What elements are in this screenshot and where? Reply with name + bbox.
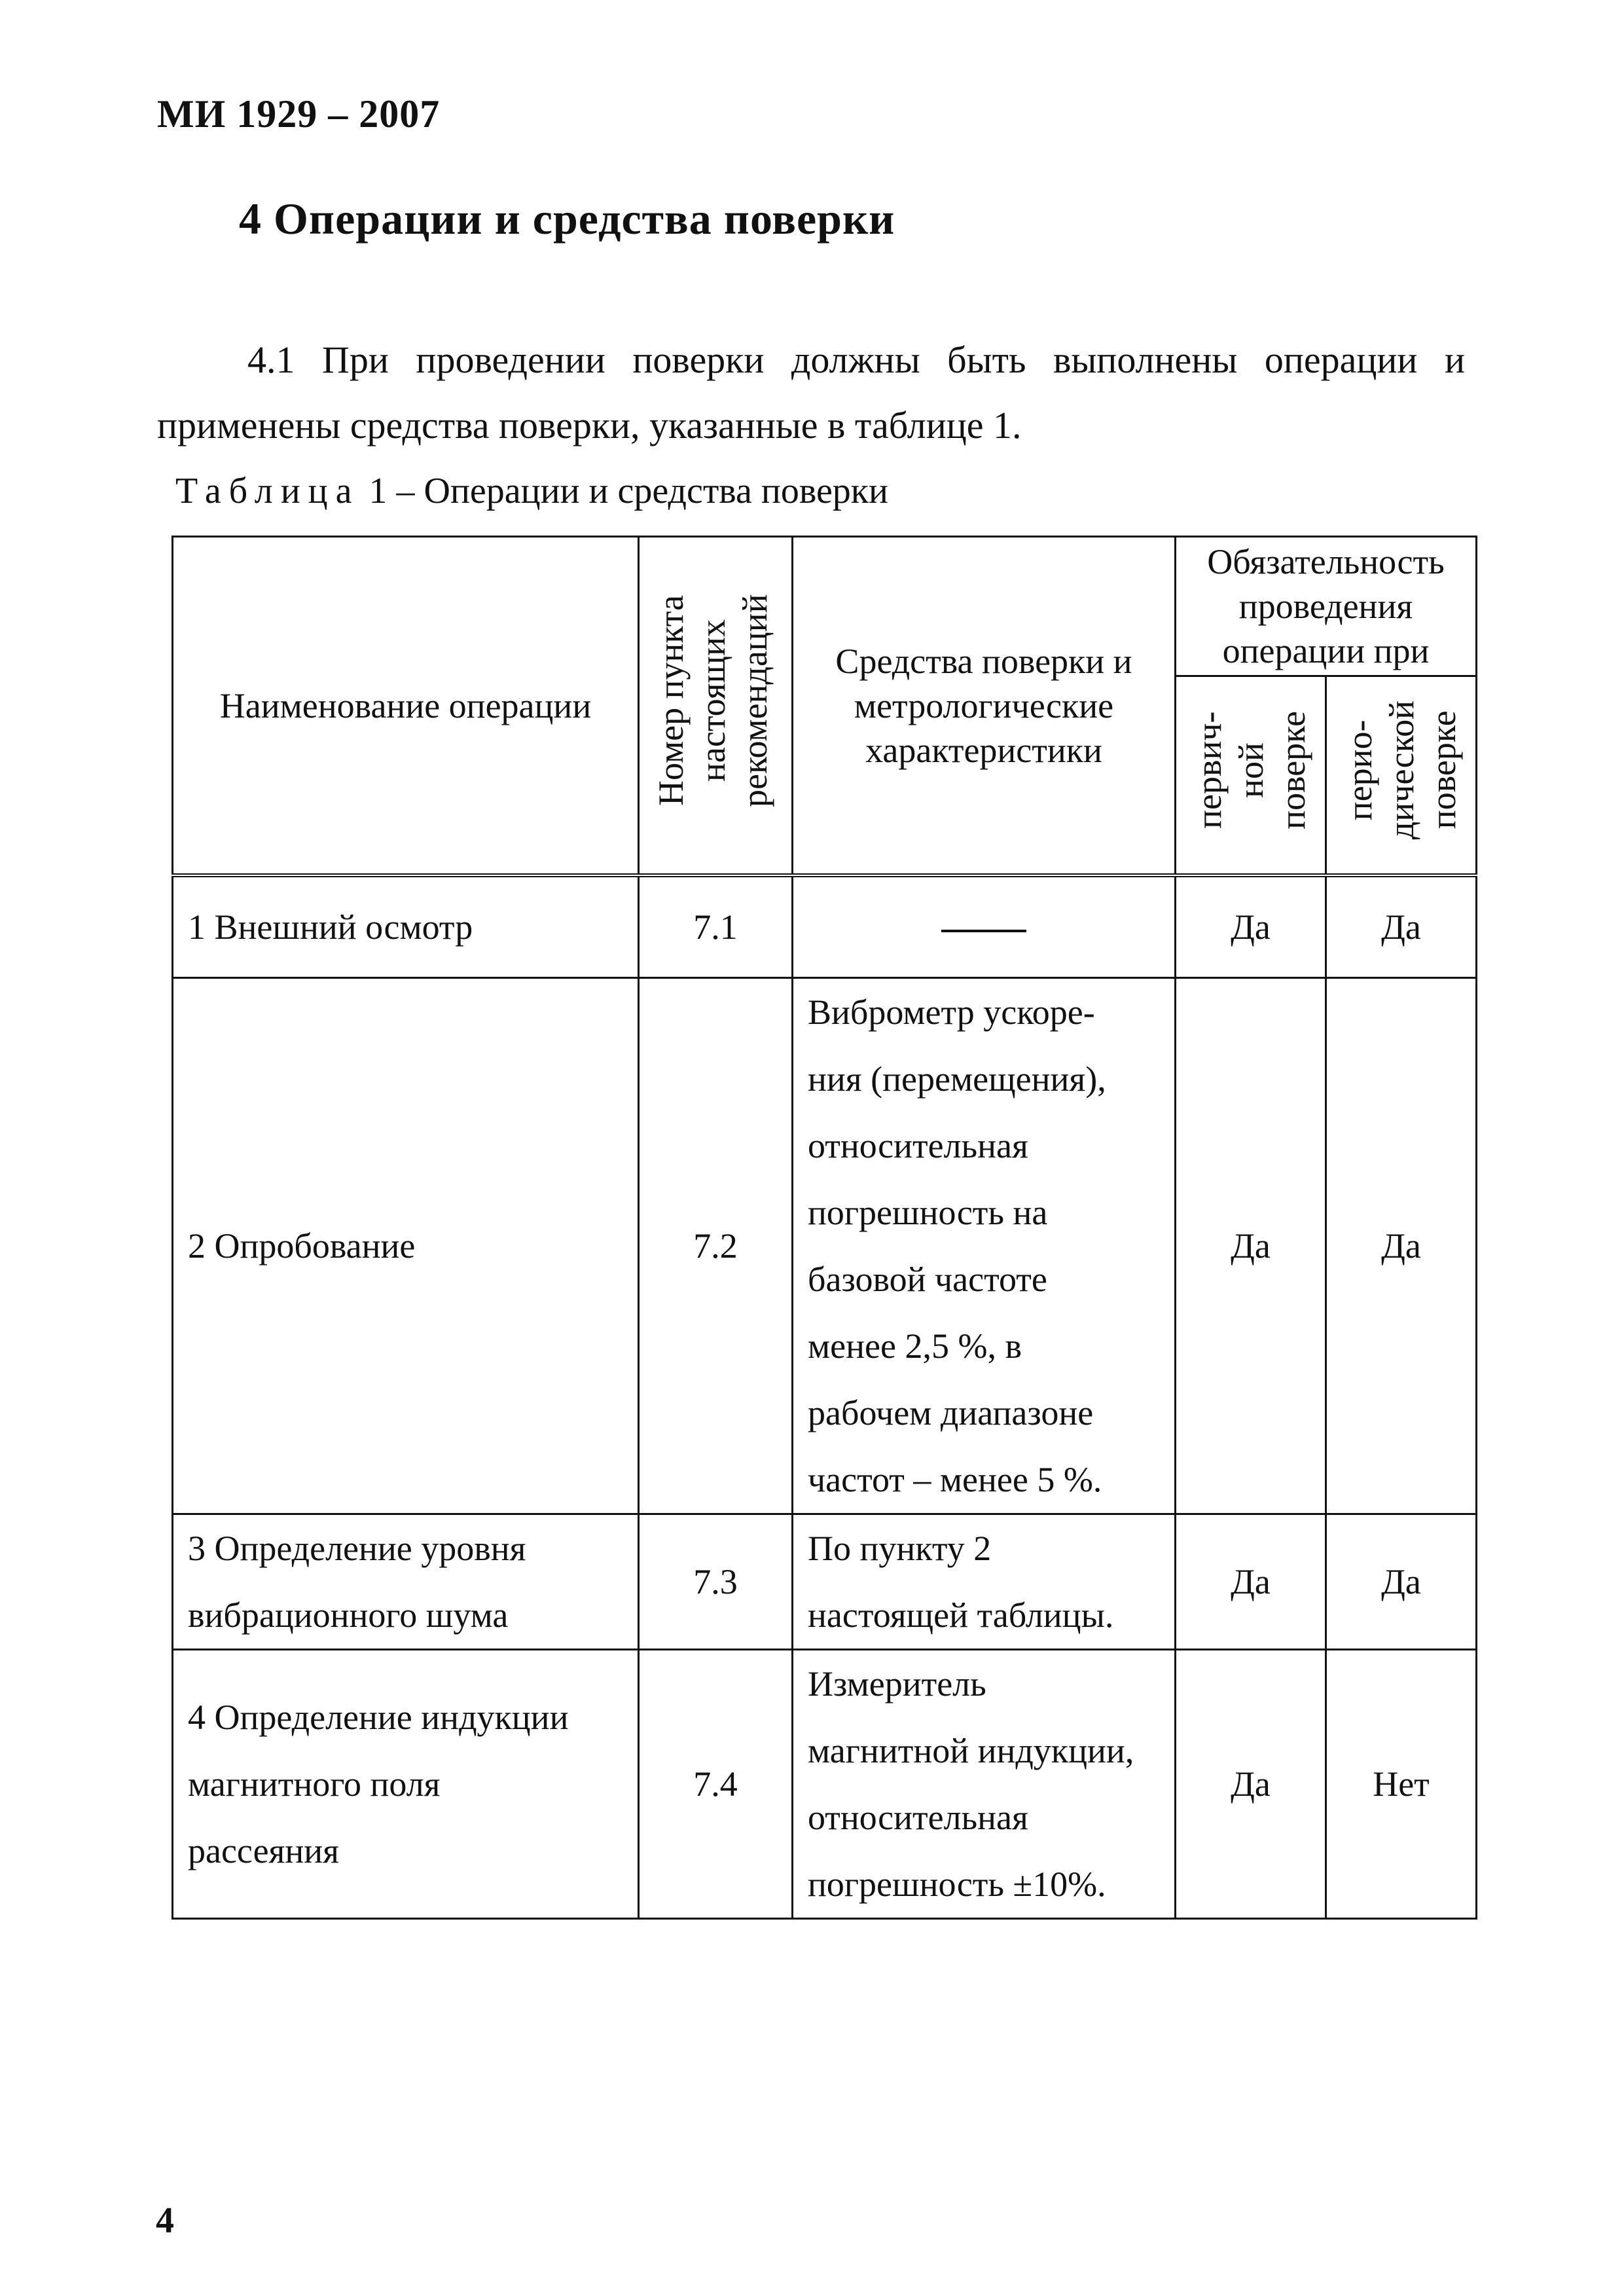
operation-name-line: вибрационного шума <box>188 1595 509 1635</box>
table-caption-text: 1 – Операции и средства поверки <box>359 471 888 511</box>
header-clause-number <box>639 537 793 876</box>
header-primary <box>1176 676 1326 876</box>
paragraph-line-1: 4.1 При проведении поверки должны быть выполнены операции и <box>247 338 1465 381</box>
operation-name-cell <box>173 1514 639 1650</box>
means-cell <box>793 1650 1176 1919</box>
header-primary-text <box>1188 711 1314 829</box>
means-line: базовой частоте <box>808 1260 1047 1299</box>
document-code: МИ 1929 – 2007 <box>157 92 441 136</box>
primary-verification-value: Да <box>1176 1514 1326 1650</box>
operation-name-line: рассеяния <box>188 1831 340 1870</box>
header-periodic-line: перио- <box>1339 720 1379 820</box>
operation-name-line: 4 Определение индукции <box>188 1698 569 1737</box>
table-row <box>173 1650 1477 1919</box>
means-line: магнитной индукции, <box>808 1731 1134 1770</box>
primary-verification-value: Да <box>1176 1650 1326 1919</box>
dash-placeholder <box>941 930 1026 932</box>
header-periodic-line: дической <box>1381 700 1421 840</box>
section-title: 4 Операции и средства поверки <box>239 194 895 244</box>
table-row <box>173 875 1477 978</box>
periodic-verification-value: Да <box>1326 978 1477 1514</box>
means-cell <box>793 1514 1176 1650</box>
header-mandatory: Обязательность проведения операции при <box>1176 537 1477 676</box>
header-primary-line: первич- <box>1189 711 1229 829</box>
means-line: погрешность ±10%. <box>808 1865 1106 1904</box>
primary-verification-value: Да <box>1176 978 1326 1514</box>
table-caption-word: Таблица <box>175 471 360 511</box>
operations-table <box>171 536 1477 1920</box>
means-line: частот – менее 5 %. <box>808 1460 1102 1499</box>
clause-number: 7.2 <box>639 978 793 1514</box>
operation-name-cell <box>173 875 639 978</box>
header-periodic-text <box>1339 701 1464 839</box>
page-number: 4 <box>156 2200 174 2241</box>
means-line: погрешность на <box>808 1193 1048 1232</box>
header-periodic-line: поверке <box>1423 710 1463 829</box>
periodic-verification-value: Нет <box>1326 1650 1477 1919</box>
operation-name: 1 Внешний осмотр <box>188 907 473 947</box>
means-line: рабочем диапазоне <box>808 1393 1094 1432</box>
table-row <box>173 1514 1477 1650</box>
header-operation: Наименование операции <box>173 537 639 876</box>
means-line: менее 2,5 %, в <box>808 1326 1022 1366</box>
header-means: Средства поверки и метрологические характеристики <box>793 537 1176 876</box>
clause-number: 7.3 <box>639 1514 793 1650</box>
periodic-verification-value: Да <box>1326 875 1477 978</box>
means-line: Измеритель <box>808 1664 986 1704</box>
primary-verification-value: Да <box>1176 875 1326 978</box>
means-line: ния (перемещения), <box>808 1059 1106 1099</box>
header-primary-line: поверке <box>1272 710 1312 829</box>
operation-name-cell <box>173 978 639 1514</box>
means-line: относительная <box>808 1798 1028 1837</box>
header-clause-number-text: Номер пункта настоящих рекомендаций <box>651 593 774 807</box>
means-line: По пункту 2 <box>808 1529 992 1568</box>
periodic-verification-value: Да <box>1326 1514 1477 1650</box>
operation-name: 2 Опробование <box>188 1226 416 1266</box>
operation-name-cell <box>173 1650 639 1919</box>
operation-name-line: 3 Определение уровня <box>188 1529 526 1568</box>
table-row <box>173 978 1477 1514</box>
clause-number: 7.4 <box>639 1650 793 1919</box>
paragraph-line-2: применены средства поверки, указанные в таблице 1. <box>157 404 1022 446</box>
means-cell <box>793 875 1176 978</box>
means-line: настоящей таблицы. <box>808 1595 1114 1635</box>
header-primary-line: ной <box>1231 742 1271 798</box>
means-line: относительная <box>808 1126 1028 1165</box>
operation-name-line: магнитного поля <box>188 1764 441 1804</box>
table-caption <box>175 470 888 512</box>
clause-number: 7.1 <box>639 875 793 978</box>
means-cell <box>793 978 1176 1514</box>
means-line: Виброметр ускоре- <box>808 993 1095 1032</box>
header-periodic <box>1326 676 1477 876</box>
